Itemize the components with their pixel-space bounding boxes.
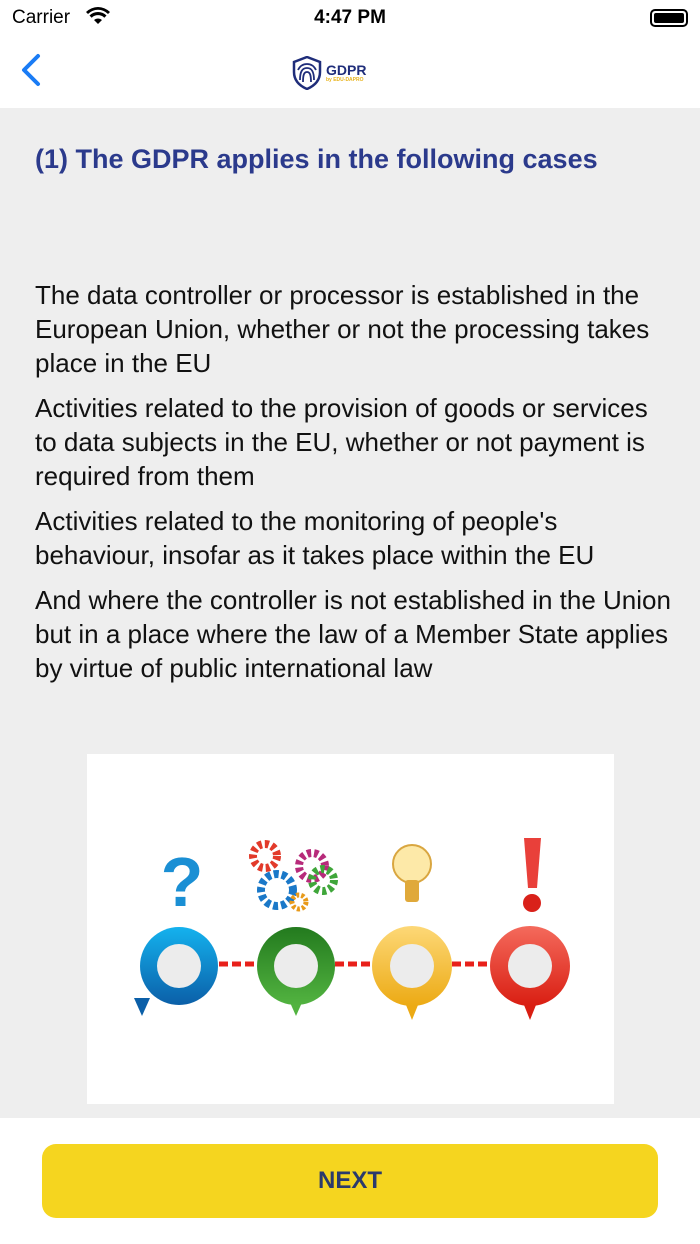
logo-title: GDPR xyxy=(326,62,367,78)
paragraph: And where the controller is not established in the Union but in a place where the law of a Member State applies by virtue of public international law xyxy=(35,585,671,683)
paragraph-list xyxy=(35,278,675,696)
paragraph: The data controller or processor is established in the European Union, whether or not the processing takes place in the EU xyxy=(35,280,650,378)
status-bar xyxy=(0,0,700,36)
status-time: 4:47 PM xyxy=(314,7,386,28)
next-button[interactable]: NEXT xyxy=(42,1144,658,1218)
lightbulb-icon xyxy=(393,845,431,902)
pin-yellow xyxy=(372,926,452,1020)
illustration xyxy=(87,754,614,1104)
pin-blue xyxy=(134,927,218,1016)
content-area xyxy=(0,108,700,1118)
battery-icon xyxy=(650,9,688,27)
question-mark-icon: ? xyxy=(160,843,204,921)
logo-subtitle: by EDU-DAPRO xyxy=(326,77,364,83)
paragraph: Activities related to the monitoring of people's behaviour, insofar as it takes place within the EU xyxy=(35,506,595,570)
gears-icon xyxy=(253,844,334,909)
gdpr-logo xyxy=(292,56,366,90)
exclamation-mark-icon xyxy=(523,838,541,912)
nav-bar xyxy=(0,36,700,108)
pin-red xyxy=(490,926,570,1020)
paragraph: Activities related to the provision of goods or services to data subjects in the EU, whether or not payment is required from them xyxy=(35,393,648,491)
back-chevron-icon[interactable] xyxy=(18,52,48,92)
shield-fingerprint-icon xyxy=(292,56,322,90)
pin-green xyxy=(257,927,335,1016)
page-title: (1) The GDPR applies in the following cases xyxy=(35,144,598,174)
carrier-label: Carrier xyxy=(12,7,71,28)
footer xyxy=(0,1118,700,1244)
timeline-pins-illustration xyxy=(87,754,614,1104)
